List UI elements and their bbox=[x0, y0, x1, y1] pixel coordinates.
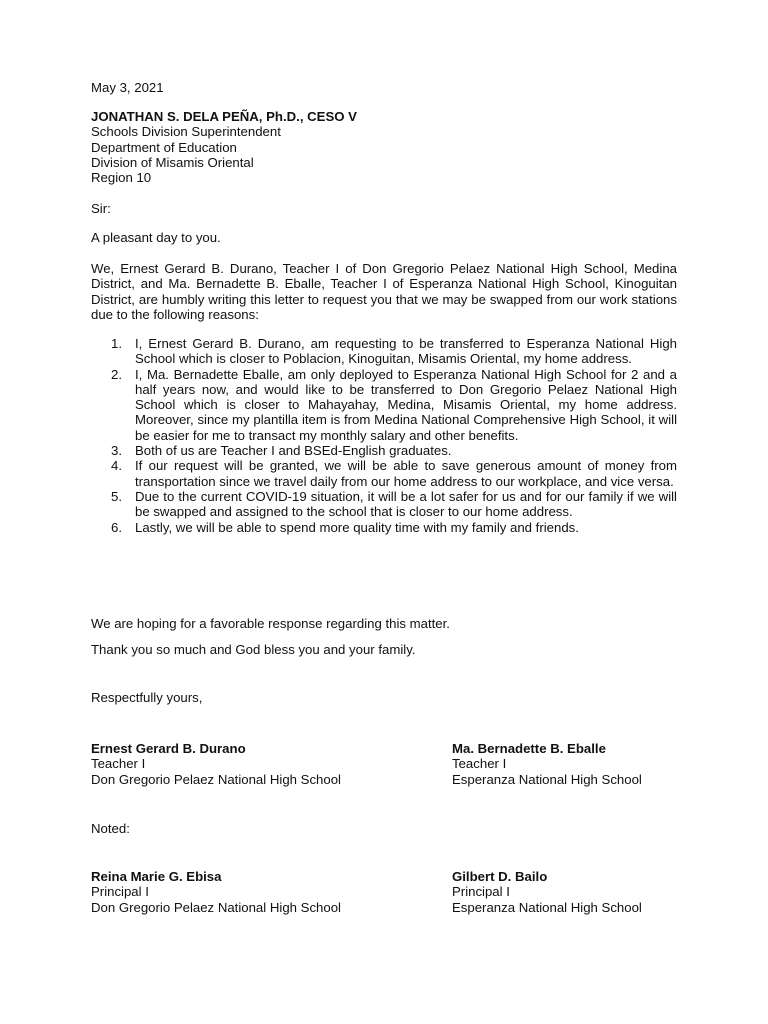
sender-signature-block bbox=[452, 741, 642, 787]
list-item-number: 5. bbox=[111, 488, 122, 504]
recipient-line: Department of Education bbox=[91, 139, 237, 155]
list-item-number: 2. bbox=[111, 366, 122, 382]
list-item bbox=[111, 367, 677, 443]
intro-paragraph: We, Ernest Gerard B. Durano, Teacher I of Don Gregorio Pelaez National High School, Medina District, and Ma. Bernadette B. Eballe, Teacher I of Esperanza National High School, Kinoguitan District, are humbly writing this letter to request you that we may be swapped from our work stations due to the following reasons: bbox=[91, 261, 677, 322]
list-item-text: Both of us are Teacher I and BSEd-English graduates. bbox=[135, 443, 452, 459]
list-item bbox=[111, 336, 677, 367]
signatory-position: Principal I bbox=[452, 884, 510, 900]
signatory-position: Teacher I bbox=[91, 756, 146, 772]
list-item bbox=[111, 489, 677, 520]
list-item-text: If our request will be granted, we will be able to save generous amount of money from transportation since we travel daily from our home address to our workplace, and vice versa. bbox=[135, 458, 677, 489]
list-item bbox=[111, 520, 677, 535]
list-item-number: 1. bbox=[111, 336, 122, 351]
list-item bbox=[111, 458, 677, 489]
sender-signature-block bbox=[91, 741, 341, 787]
list-item bbox=[111, 443, 677, 458]
noted-label: Noted: bbox=[91, 821, 130, 836]
list-item-text: I, Ernest Gerard B. Durano, am requesting to be transferred to Esperanza National High School which is closer to Poblacion, Kinoguitan, Misamis Oriental, my home address. bbox=[135, 336, 677, 367]
recipient-block bbox=[91, 109, 357, 185]
list-item-text: I, Ma. Bernadette Eballe, am only deployed to Esperanza National High School for 2 and a half years now, and would like to be transferred to Don Gregorio Pelaez National High School which is closer to Mahayahay, Medina, Misamis Oriental, my home address. Moreover, since my plantilla item is from Medina National Comprehensive High School, it will be easier for me to transact my monthly salary and other benefits. bbox=[135, 366, 677, 443]
recipient-line: Region 10 bbox=[91, 170, 152, 186]
list-item-number: 6. bbox=[111, 519, 122, 535]
hope-paragraph: We are hoping for a favorable response regarding this matter. bbox=[91, 616, 450, 631]
signatory-position: Principal I bbox=[91, 884, 149, 900]
recipient-name: JONATHAN S. DELA PEÑA, Ph.D., CESO V bbox=[91, 109, 357, 124]
letter-date: May 3, 2021 bbox=[91, 80, 164, 95]
salutation: Sir: bbox=[91, 201, 111, 216]
signatory-name: Ernest Gerard B. Durano bbox=[91, 741, 246, 756]
reasons-list bbox=[111, 336, 677, 535]
closing: Respectfully yours, bbox=[91, 690, 203, 705]
signatory-school: Esperanza National High School bbox=[452, 771, 642, 787]
recipient-line: Division of Misamis Oriental bbox=[91, 154, 254, 170]
greeting: A pleasant day to you. bbox=[91, 230, 221, 245]
list-item-number: 4. bbox=[111, 458, 122, 474]
thanks-paragraph: Thank you so much and God bless you and your family. bbox=[91, 642, 416, 657]
noter-signature-block bbox=[452, 869, 642, 915]
noter-signature-block bbox=[91, 869, 341, 915]
signatory-name: Reina Marie G. Ebisa bbox=[91, 869, 222, 884]
recipient-line: Schools Division Superintendent bbox=[91, 124, 281, 140]
signatory-name: Gilbert D. Bailo bbox=[452, 869, 548, 884]
list-item-text: Due to the current COVID-19 situation, it will be a lot safer for us and for our family if we will be swapped and assigned to the school that is closer to our home address. bbox=[135, 488, 677, 520]
signatory-school: Don Gregorio Pelaez National High School bbox=[91, 771, 341, 787]
signatory-school: Don Gregorio Pelaez National High School bbox=[91, 899, 341, 915]
signatory-school: Esperanza National High School bbox=[452, 899, 642, 915]
signatory-name: Ma. Bernadette B. Eballe bbox=[452, 741, 606, 756]
list-item-text: Lastly, we will be able to spend more quality time with my family and friends. bbox=[135, 519, 579, 535]
list-item-number: 3. bbox=[111, 443, 122, 459]
signatory-position: Teacher I bbox=[452, 756, 507, 772]
